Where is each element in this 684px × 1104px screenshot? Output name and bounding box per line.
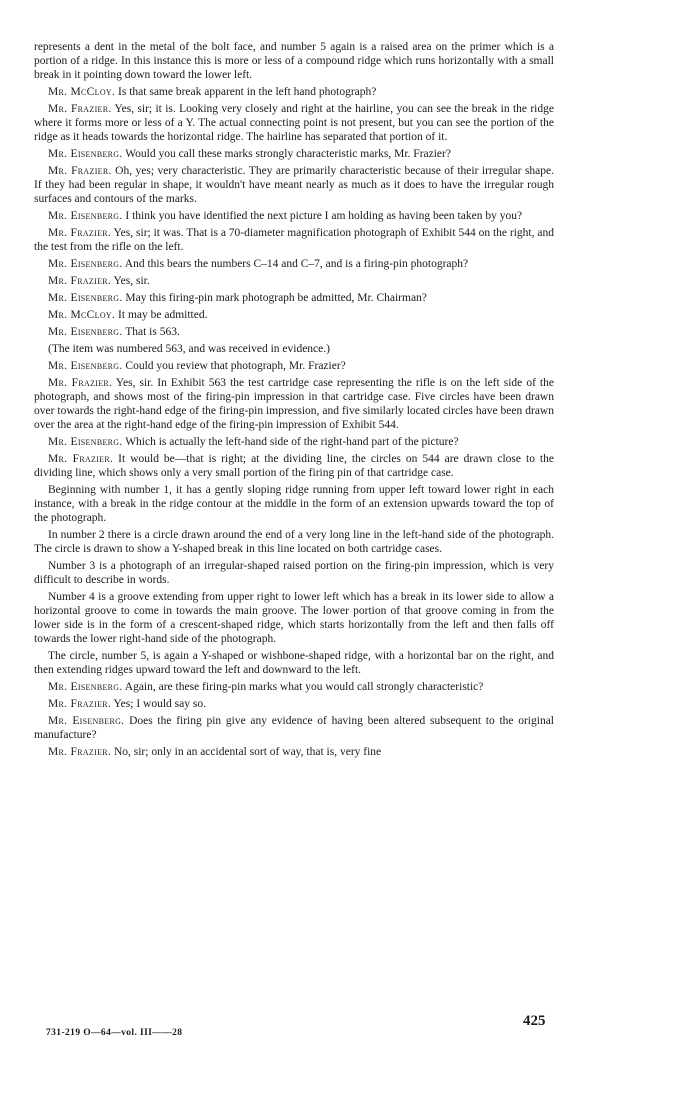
- paragraph: [34, 359, 554, 373]
- paragraph-text: May this firing-pin mark photograph be admitted, Mr. Chairman?: [122, 292, 427, 304]
- speaker-name: Mr. McCloy.: [48, 86, 116, 98]
- paragraph-text: Yes; I would say so.: [111, 698, 206, 710]
- speaker-name: Mr. Frazier.: [48, 227, 112, 239]
- paragraph-text: Could you review that photograph, Mr. Frazier?: [122, 360, 346, 372]
- paragraph-text: Oh, yes; very characteristic. They are primarily characteristic because of their irregular shape. If they had been regular in shape, it wouldn't have meant nearly as much as it does to have the irregular rough surfaces and contours of the marks.: [34, 165, 554, 205]
- paragraph: [34, 483, 554, 525]
- speaker-name: Mr. Frazier.: [48, 453, 114, 465]
- paragraph-text: It would be—that is right; at the dividing line, the circles on 544 are drawn close to the dividing line, which shows only a very small portion of the firing pin of that cartridge case.: [34, 453, 554, 479]
- paragraph-text: Beginning with number 1, it has a gently sloping ridge running from upper left toward lower right in each instance, with a break in the ridge contour at the middle in the form of an extension upwards toward the top of the photograph.: [34, 484, 554, 524]
- paragraph: [34, 102, 554, 144]
- paragraph-text: And this bears the numbers C–14 and C–7, and is a firing-pin photograph?: [122, 258, 469, 270]
- paragraph: [34, 226, 554, 254]
- paragraph: [34, 40, 554, 82]
- paragraph: [34, 325, 554, 339]
- paragraph: [34, 376, 554, 432]
- paragraph-text: Number 3 is a photograph of an irregular-shaped raised portion on the firing-pin impression, which is very difficult to describe in words.: [34, 560, 554, 586]
- paragraph: [34, 209, 554, 223]
- speaker-name: Mr. McCloy.: [48, 309, 116, 321]
- page-number: 425: [523, 1013, 546, 1029]
- paragraph: [34, 680, 554, 694]
- paragraph: [34, 590, 554, 646]
- paragraph-text: Which is actually the left-hand side of the right-hand part of the picture?: [122, 436, 459, 448]
- speaker-name: Mr. Eisenberg.: [48, 360, 123, 372]
- speaker-name: Mr. Eisenberg.: [48, 258, 123, 270]
- speaker-name: Mr. Eisenberg.: [48, 681, 123, 693]
- paragraph-text: Again, are these firing-pin marks what you would call strongly characteristic?: [122, 681, 484, 693]
- paragraph: [34, 342, 554, 356]
- speaker-name: Mr. Frazier.: [48, 103, 112, 115]
- speaker-name: Mr. Frazier.: [48, 698, 112, 710]
- paragraph-text: (The item was numbered 563, and was received in evidence.): [48, 343, 330, 355]
- paragraph: [34, 452, 554, 480]
- paragraph: [34, 697, 554, 711]
- body-text: [34, 40, 554, 762]
- speaker-name: Mr. Frazier.: [48, 275, 112, 287]
- speaker-name: Mr. Frazier.: [48, 165, 112, 177]
- paragraph: [34, 528, 554, 556]
- paragraph-text: represents a dent in the metal of the bolt face, and number 5 again is a raised area on the primer which is a portion of a ridge. In this instance this is more or less of a compound ridge which runs horizontally with a small break in it pointing down toward the lower left.: [34, 41, 554, 81]
- paragraph: [34, 85, 554, 99]
- speaker-name: Mr. Eisenberg.: [48, 436, 123, 448]
- paragraph-text: It may be admitted.: [115, 309, 208, 321]
- speaker-name: Mr. Frazier.: [48, 746, 112, 758]
- paragraph-text: Yes, sir.: [111, 275, 150, 287]
- paragraph: [34, 649, 554, 677]
- paragraph: [34, 291, 554, 305]
- paragraph: [34, 435, 554, 449]
- paragraph: [34, 147, 554, 161]
- paragraph-text: The circle, number 5, is again a Y-shaped or wishbone-shaped ridge, with a horizontal bar on the right, and then extending ridges upward toward the left and downward to the left.: [34, 650, 554, 676]
- speaker-name: Mr. Eisenberg.: [48, 326, 123, 338]
- speaker-name: Mr. Eisenberg.: [48, 210, 123, 222]
- speaker-name: Mr. Eisenberg.: [48, 292, 123, 304]
- paragraph: [34, 257, 554, 271]
- paragraph: [34, 308, 554, 322]
- paragraph-text: Does the firing pin give any evidence of having been altered subsequent to the original manufacture?: [34, 715, 554, 741]
- paragraph-text: In number 2 there is a circle drawn around the end of a very long line in the left-hand side of the photograph. The circle is drawn to show a Y-shaped break in this line located on both cartridge cases.: [34, 529, 554, 555]
- speaker-name: Mr. Frazier.: [48, 377, 113, 389]
- paragraph-text: No, sir; only in an accidental sort of way, that is, very fine: [111, 746, 382, 758]
- paragraph-text: Number 4 is a groove extending from upper right to lower left which has a break in its lower side to allow a horizontal groove to come in towards the main groove. The lower portion of that groove coming in from the lower side is in the form of a crescent-shaped ridge, which starts horizontally from the left and then falls off towards the lower right-hand side of the photograph.: [34, 591, 554, 645]
- paragraph: [34, 714, 554, 742]
- speaker-name: Mr. Eisenberg.: [48, 148, 123, 160]
- paragraph-text: That is 563.: [122, 326, 180, 338]
- paragraph-text: Yes, sir; it is. Looking very closely and right at the hairline, you can see the break in the ridge where it forms more or less of a Y. The actual connecting point is not present, but you can see the portion of the ridge as it heads towards the horizontal ridge. The hairline has separated that portion of it.: [34, 103, 554, 143]
- paragraph-text: Would you call these marks strongly characteristic marks, Mr. Frazier?: [122, 148, 451, 160]
- paragraph-text: I think you have identified the next picture I am holding as having been taken by you?: [122, 210, 523, 222]
- speaker-name: Mr. Eisenberg.: [48, 715, 125, 727]
- paragraph: [34, 164, 554, 206]
- paragraph-text: Yes, sir; it was. That is a 70-diameter magnification photograph of Exhibit 544 on the right, and the test from the rifle on the left.: [34, 227, 554, 253]
- paragraph-text: Is that same break apparent in the left hand photograph?: [115, 86, 377, 98]
- paragraph-text: Yes, sir. In Exhibit 563 the test cartridge case representing the rifle is on the left side of the photograph, and shows most of the firing-pin impression in that cartridge case. Five circles have been drawn over towards the right-hand edge of the firing-pin impression, and five similarly located circles have been drawn over the area at the right-hand edge of the firing-pin impression of Exhibit 544.: [34, 377, 554, 431]
- print-code: 731-219 O—64—vol. III——28: [46, 1028, 183, 1038]
- paragraph: [34, 274, 554, 288]
- paragraph: [34, 559, 554, 587]
- paragraph: [34, 745, 554, 759]
